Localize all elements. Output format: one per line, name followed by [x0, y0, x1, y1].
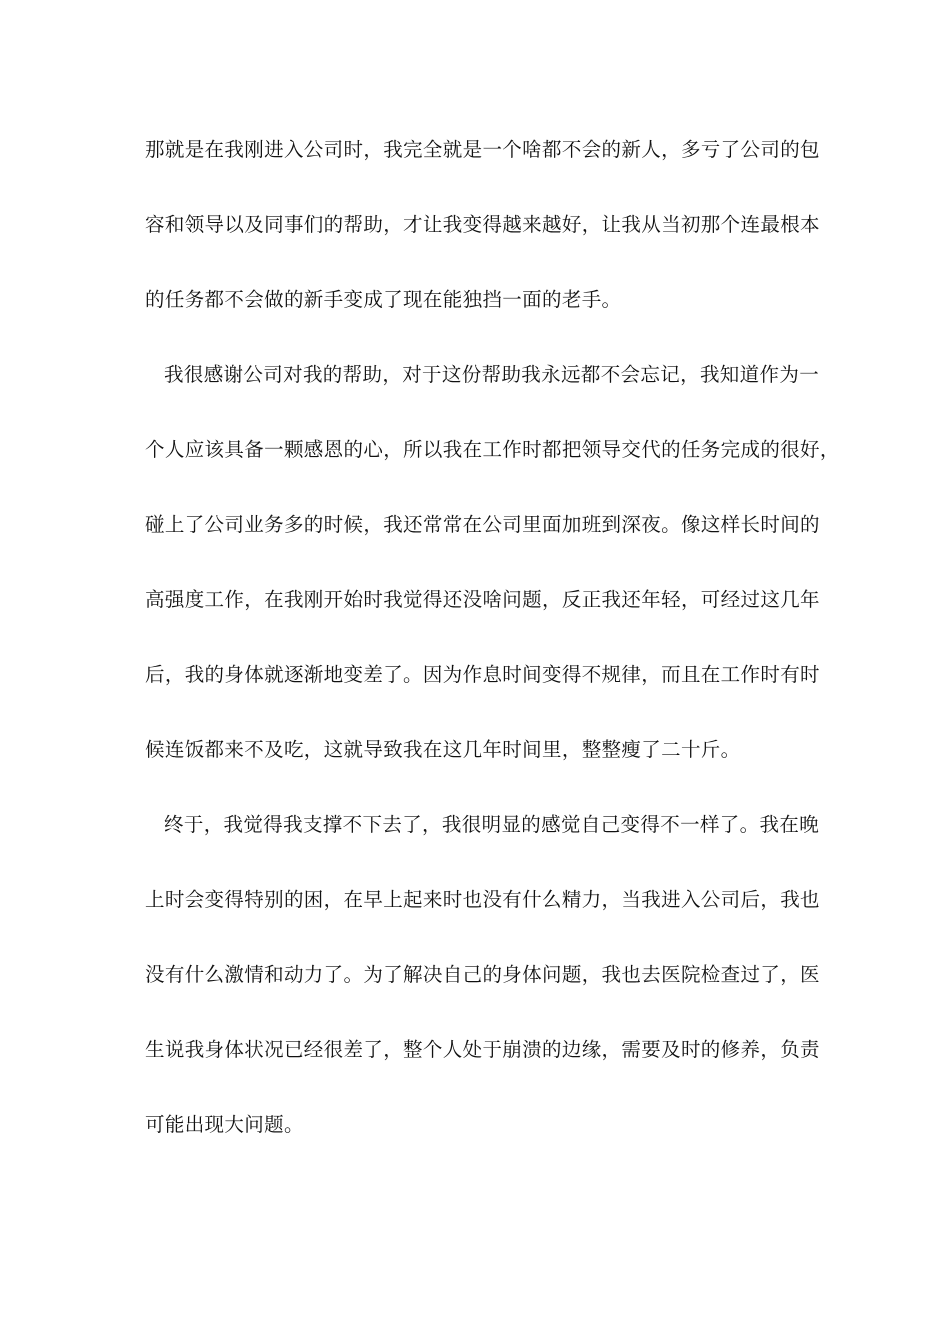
text-line: 候连饭都来不及吃，这就导致我在这几年时间里，整整瘦了二十斤。	[145, 738, 741, 761]
text-line: 没有什么激情和动力了。为了解决自己的身体问题，我也去医院检查过了，医	[145, 963, 820, 986]
text-line: 后，我的身体就逐渐地变差了。因为作息时间变得不规律，而且在工作时有时	[145, 663, 820, 686]
text-line: 的任务都不会做的新手变成了现在能独挡一面的老手。	[145, 288, 622, 311]
text-line: 那就是在我刚进入公司时，我完全就是一个啥都不会的新人，多亏了公司的包	[145, 138, 820, 161]
text-line: 生说我身体状况已经很差了，整个人处于崩溃的边缘，需要及时的修养，负责	[145, 1038, 820, 1061]
text-line: 容和领导以及同事们的帮助，才让我变得越来越好，让我从当初那个连最根本	[145, 213, 820, 236]
text-line: 高强度工作，在我刚开始时我觉得还没啥问题，反正我还年轻，可经过这几年	[145, 588, 820, 611]
text-line: 上时会变得特别的困，在早上起来时也没有什么精力，当我进入公司后，我也	[145, 888, 820, 911]
text-line: 碰上了公司业务多的时候，我还常常在公司里面加班到深夜。像这样长时间的	[145, 513, 820, 536]
text-line: 终于，我觉得我支撑不下去了，我很明显的感觉自己变得不一样了。我在晚	[164, 813, 820, 836]
body-text	[145, 130, 840, 1180]
text-line: 个人应该具备一颗感恩的心，所以我在工作时都把领导交代的任务完成的很好，	[145, 438, 840, 461]
text-line: 可能出现大问题。	[145, 1113, 304, 1136]
text-line: 我很感谢公司对我的帮助，对于这份帮助我永远都不会忘记，我知道作为一	[164, 363, 820, 386]
